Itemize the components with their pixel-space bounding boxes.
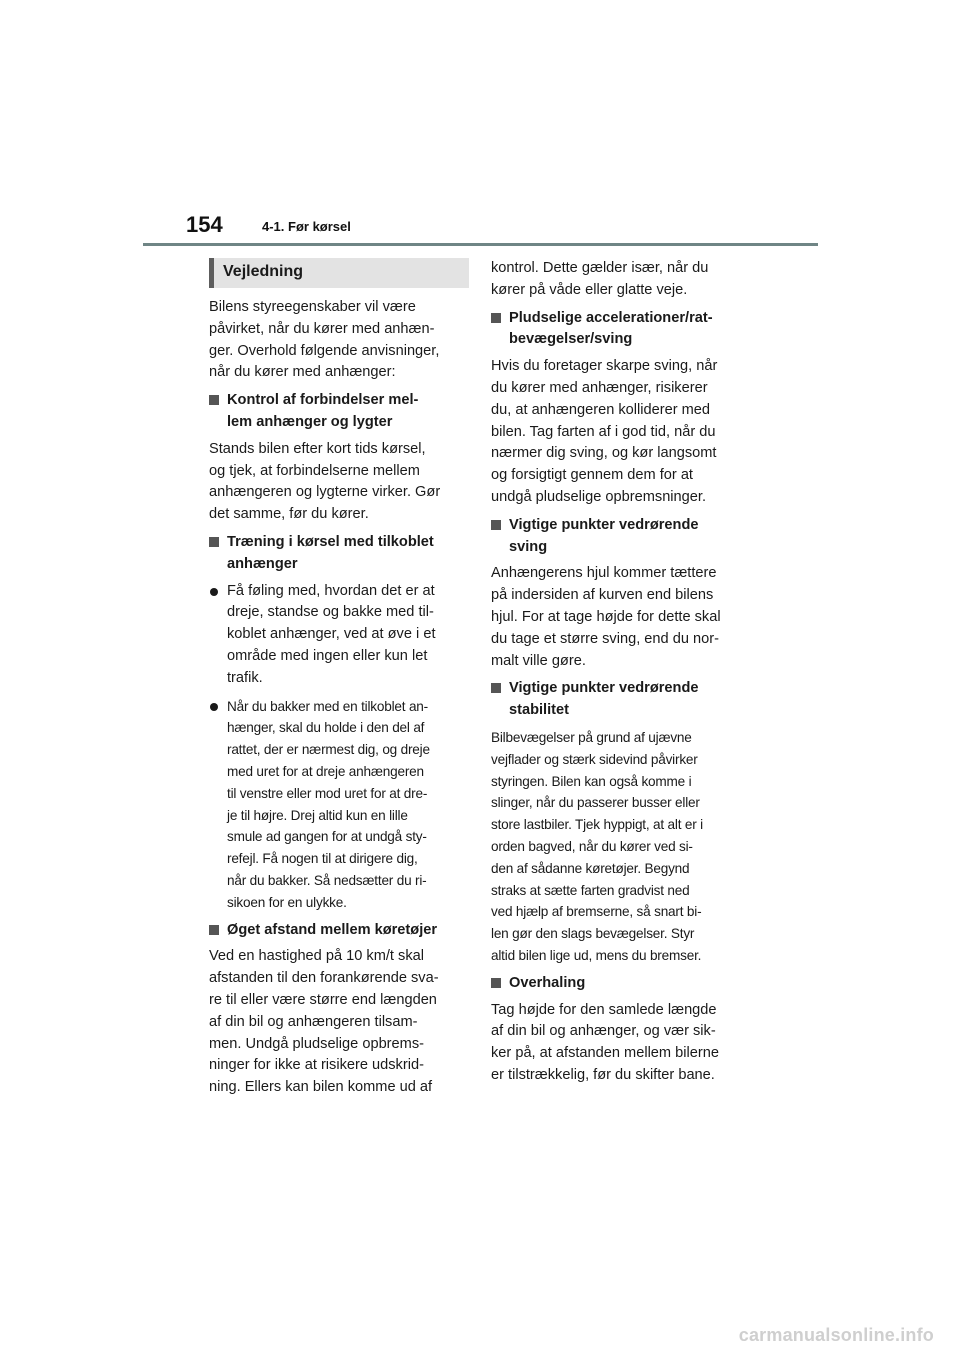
square-bullet-icon (209, 925, 219, 935)
text-line: når du kører med anhænger: (209, 364, 396, 381)
text-line: kontrol. Dette gælder især, når du (491, 260, 709, 276)
text-line: ved hjælp af bremserne, så snart bi- (491, 904, 702, 920)
square-bullet-icon (209, 537, 219, 547)
text-line: je til højre. Drej altid kun en lille (227, 807, 408, 823)
text-line: ning. Ellers kan bilen komme ud af (209, 1079, 433, 1096)
text-line: Når du bakker med en tilkoblet an- (227, 698, 428, 714)
text-line: Vigtige punkter vedrørende (509, 680, 699, 697)
text-line: anhængeren og lygterne virker. Gør (209, 484, 441, 501)
text-line: du tage et større sving, end du nor- (491, 630, 719, 647)
text-line: er tilstrækkelig, før du skifter bane. (491, 1066, 715, 1083)
text-line: Kontrol af forbindelser mel- (227, 392, 419, 409)
text-line: Få føling med, hvordan det er at (227, 582, 435, 599)
paragraph-stability (491, 727, 751, 967)
text-line: Tag højde for den samlede længde (491, 1001, 717, 1018)
text-line: anhænger (227, 555, 298, 572)
text-line: du kører med anhænger, risikerer (491, 379, 708, 396)
text-line: Øget afstand mellem køretøjer (227, 921, 438, 938)
text-line: sikoen for en ulykke. (227, 894, 347, 910)
text-line: Overhaling (509, 974, 586, 991)
text-line: Stands bilen efter kort tids kørsel, (209, 440, 426, 457)
text-line: bevægelser/sving (509, 331, 633, 348)
text-line: ger. Overhold følgende anvisninger, (209, 342, 440, 359)
text-line: rattet, der er nærmest dig, og dreje (227, 742, 430, 758)
text-line: ninger for ikke at risikere udskrid- (209, 1057, 424, 1074)
text-line: kører på våde eller glatte veje. (491, 281, 688, 298)
box-title: Vejledning (209, 258, 469, 288)
text-line: straks at sætte farten gradvist ned (491, 882, 690, 898)
text-line: område med ingen eller kun let (227, 647, 428, 664)
paragraph-connections (209, 439, 469, 526)
text-line: sving (509, 538, 548, 555)
square-bullet-icon (491, 520, 501, 530)
text-line: smule ad gangen for at undgå sty- (227, 829, 427, 845)
text-line: Anhængerens hjul kommer tættere (491, 565, 717, 582)
square-bullet-icon (491, 978, 501, 988)
text-line: stabilitet (509, 702, 570, 719)
text-line: hænger, skal du holde i den del af (227, 720, 425, 736)
paragraph-sudden-moves (491, 356, 751, 509)
text-line: Træning i kørsel med tilkoblet (227, 533, 434, 550)
square-bullet-icon (491, 313, 501, 323)
heading-training (209, 532, 469, 576)
text-line: refejl. Få nogen til at dirigere dig, (227, 851, 418, 867)
text-line: Hvis du foretager skarpe sving, når (491, 358, 718, 375)
text-line: vejflader og stærk sidevind påvirker (491, 751, 698, 767)
text-line: med uret for at dreje anhængeren (227, 763, 424, 779)
text-line: når du bakker. Så nedsætter du ri- (227, 872, 427, 888)
text-line: Pludselige accelerationer/rat- (509, 309, 713, 326)
bullet-practice (209, 581, 469, 690)
bullet-reversing (209, 696, 469, 914)
text-line: afstanden til den forankørende sva- (209, 970, 439, 987)
text-line: re til eller være større end længden (209, 991, 437, 1008)
heading-overtaking (491, 973, 751, 995)
text-line: koblet anhænger, ved at øve i et (227, 626, 436, 643)
text-line: du, at anhængeren kolliderer med (491, 401, 711, 418)
text-line: malt ville gøre. (491, 652, 586, 669)
text-line: bilen. Tag farten af i god tid, når du (491, 423, 716, 440)
heading-stability (491, 678, 751, 722)
text-line: ker på, at afstanden mellem bilerne (491, 1045, 719, 1062)
heading-connections (209, 390, 469, 434)
text-line: af din bil og anhængeren tilsam- (209, 1013, 418, 1030)
heading-turning (491, 515, 751, 559)
bullet-dot-icon (210, 588, 218, 596)
intro-paragraph (209, 297, 469, 384)
text-line: hjul. For at tage højde for dette skal (491, 608, 721, 625)
text-line: påvirket, når du kører med anhæn- (209, 320, 435, 337)
text-line: og forsigtigt gennem dem for at (491, 467, 693, 484)
text-line: nærmer dig sving, og kør langsomt (491, 445, 717, 462)
text-line: styringen. Bilen kan også komme i (491, 773, 692, 789)
text-line: og tjek, at forbindelserne mellem (209, 462, 420, 479)
square-bullet-icon (209, 395, 219, 405)
header-rule (143, 243, 818, 246)
text-line: på indersiden af kurven end bilens (491, 587, 714, 604)
text-line: dreje, standse og bakke med til- (227, 604, 434, 621)
paragraph-overtaking (491, 1000, 751, 1087)
text-line: til venstre eller mod uret for at dre- (227, 785, 428, 801)
paragraph-continued (491, 258, 751, 302)
left-column (209, 258, 469, 1105)
text-line: trafik. (227, 669, 263, 686)
text-line: Ved en hastighed på 10 km/t skal (209, 948, 424, 965)
text-line: len gør den slags bevægelser. Styr (491, 926, 695, 942)
text-line: den af sådanne køretøjer. Begynd (491, 860, 690, 876)
text-line: slinger, når du passerer busser eller (491, 795, 700, 811)
text-line: Bilbevægelser på grund af ujævne (491, 729, 692, 745)
paragraph-distance (209, 946, 469, 1099)
heading-sudden-moves (491, 308, 751, 352)
text-line: lem anhænger og lygter (227, 413, 393, 430)
text-line: Vigtige punkter vedrørende (509, 516, 699, 533)
text-line: men. Undgå pludselige opbrems- (209, 1035, 424, 1052)
bullet-dot-icon (210, 703, 218, 711)
text-line: undgå pludselige opbremsninger. (491, 488, 707, 505)
text-line: Bilens styreegenskaber vil være (209, 299, 416, 315)
watermark: carmanualsonline.info (738, 1325, 934, 1345)
square-bullet-icon (491, 683, 501, 693)
text-line: store lastbiler. Tjek hyppigt, at alt er i (491, 817, 703, 833)
text-line: orden bagved, når du kører ved si- (491, 838, 693, 854)
paragraph-turning (491, 563, 751, 672)
page-number: 154 (186, 212, 223, 237)
heading-distance (209, 920, 469, 942)
right-column (491, 258, 751, 1093)
text-line: altid bilen lige ud, mens du bremser. (491, 947, 702, 963)
section-title: 4-1. Før kørsel (262, 219, 351, 234)
text-line: af din bil og anhænger, og vær sik- (491, 1023, 716, 1040)
text-line: det samme, før du kører. (209, 506, 369, 523)
